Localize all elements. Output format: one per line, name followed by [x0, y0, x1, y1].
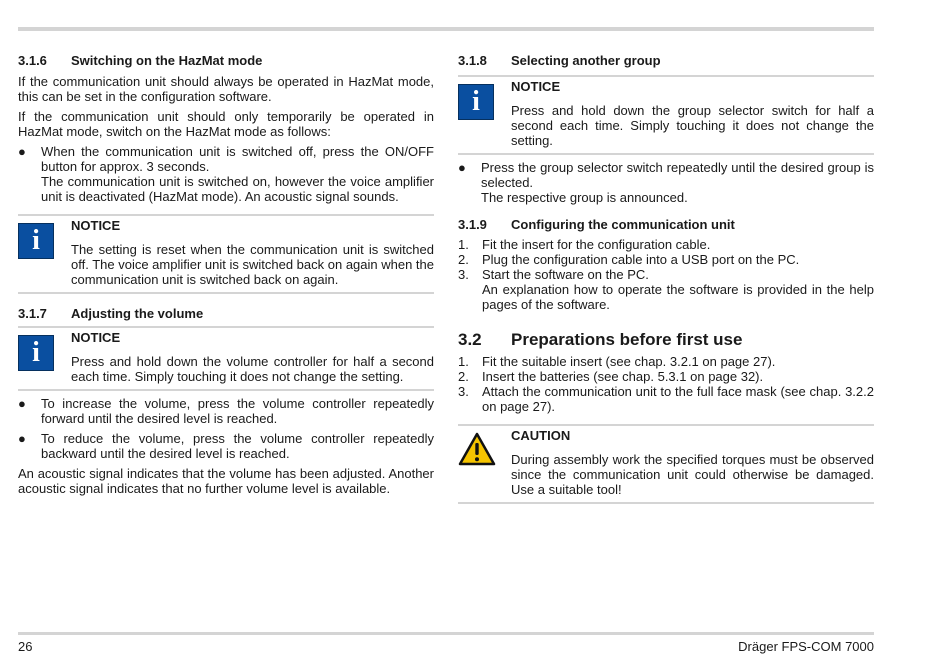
list-item: 3. Start the software on the PC. An explanation how to operate the software is provided in the help pages of the software. — [458, 267, 874, 312]
bullet-dot-icon: ● — [18, 144, 26, 159]
bullet-text: To increase the volume, press the volume controller repeatedly forward until the desired level is reached. — [41, 396, 434, 426]
heading-3-1-9 — [458, 217, 874, 233]
caution-box — [458, 424, 874, 504]
notice-title: NOTICE — [71, 218, 121, 233]
right-column — [458, 50, 874, 504]
paragraph: If the communication unit should always be operated in HazMat mode, this can be set in the configuration software. — [18, 74, 434, 104]
bullet-item — [18, 144, 434, 204]
header-rule — [18, 27, 874, 31]
section-title: Selecting another group — [511, 53, 661, 68]
caution-text: During assembly work the specified torques must be observed since the communication unit could otherwise be damaged. Use a suitable tool! — [511, 452, 874, 497]
numbered-list — [458, 354, 874, 414]
info-icon: i — [18, 335, 54, 371]
notice-title: NOTICE — [71, 330, 121, 345]
info-icon: i — [18, 223, 54, 259]
section-title: Configuring the communication unit — [511, 217, 735, 232]
bullet-text: When the communication unit is switched off, press the ON/OFF button for approx. 3 seconds. — [41, 144, 434, 174]
notice-box — [18, 326, 434, 391]
section-number: 3.1.9 — [458, 217, 487, 232]
list-item: 2. Plug the configuration cable into a USB port on the PC. — [458, 252, 800, 267]
bullet-item — [458, 160, 874, 205]
notice-title: NOTICE — [511, 79, 561, 94]
section-title: Preparations before first use — [511, 330, 743, 349]
left-column — [18, 50, 434, 496]
section-number: 3.1.8 — [458, 53, 487, 68]
caution-title: CAUTION — [511, 428, 571, 443]
notice-text: The setting is reset when the communication unit is switched off. The voice amplifier unit is switched back on again when the communication unit is switched back on again. — [71, 242, 435, 287]
paragraph: An acoustic signal indicates that the volume has been adjusted. Another acoustic signal indicates that no further volume level is available. — [18, 466, 434, 496]
list-item: 1. Fit the insert for the configuration cable. — [458, 237, 711, 252]
paragraph: If the communication unit should only temporarily be operated in HazMat mode, switch on the HazMat mode as follows: — [18, 109, 434, 139]
warning-triangle-icon — [458, 432, 496, 466]
notice-text: Press and hold down the group selector switch for half a second each time. Simply touching it does not change the setting. — [511, 103, 874, 148]
product-name: Dräger FPS-COM 7000 — [738, 639, 874, 654]
list-item: 1. Fit the suitable insert (see chap. 3.2.1 on page 27). — [458, 354, 776, 369]
heading-3-1-7 — [18, 306, 434, 322]
bullet-item — [18, 431, 434, 461]
section-number: 3.2 — [458, 330, 482, 349]
section-title: Adjusting the volume — [71, 306, 204, 321]
notice-box — [18, 214, 434, 294]
bullet-text: Press the group selector switch repeatedly until the desired group is selected. — [481, 160, 874, 190]
info-icon: i — [458, 84, 494, 120]
bullet-dot-icon: ● — [18, 431, 26, 446]
footer-rule — [18, 632, 874, 635]
heading-3-2 — [458, 330, 874, 350]
bullet-dot-icon: ● — [18, 396, 26, 411]
heading-3-1-6 — [18, 53, 434, 69]
section-title: Switching on the HazMat mode — [71, 53, 263, 68]
page-number: 26 — [18, 639, 33, 654]
bullet-text: To reduce the volume, press the volume controller repeatedly backward until the desired level is reached. — [41, 431, 434, 461]
bullet-item — [18, 396, 434, 426]
heading-3-1-8 — [458, 53, 874, 69]
notice-box — [458, 75, 874, 155]
numbered-list — [458, 237, 874, 312]
list-item-result-text: An explanation how to operate the software is provided in the help pages of the software. — [482, 282, 874, 312]
list-item: 2. Insert the batteries (see chap. 5.3.1 on page 32). — [458, 369, 764, 384]
bullet-result-text: The communication unit is switched on, however the voice amplifier unit is deactivated (HazMat mode). An acoustic signal sounds. — [41, 174, 434, 204]
bullet-dot-icon: ● — [458, 160, 466, 175]
bullet-result-text: The respective group is announced. — [481, 190, 688, 205]
notice-text: Press and hold down the volume controller for half a second each time. Simply touching it does not change the setting. — [71, 354, 434, 384]
section-number: 3.1.7 — [18, 306, 47, 321]
list-item: 3. Attach the communication unit to the full face mask (see chap. 3.2.2 on page 27). — [458, 384, 874, 414]
section-number: 3.1.6 — [18, 53, 47, 68]
